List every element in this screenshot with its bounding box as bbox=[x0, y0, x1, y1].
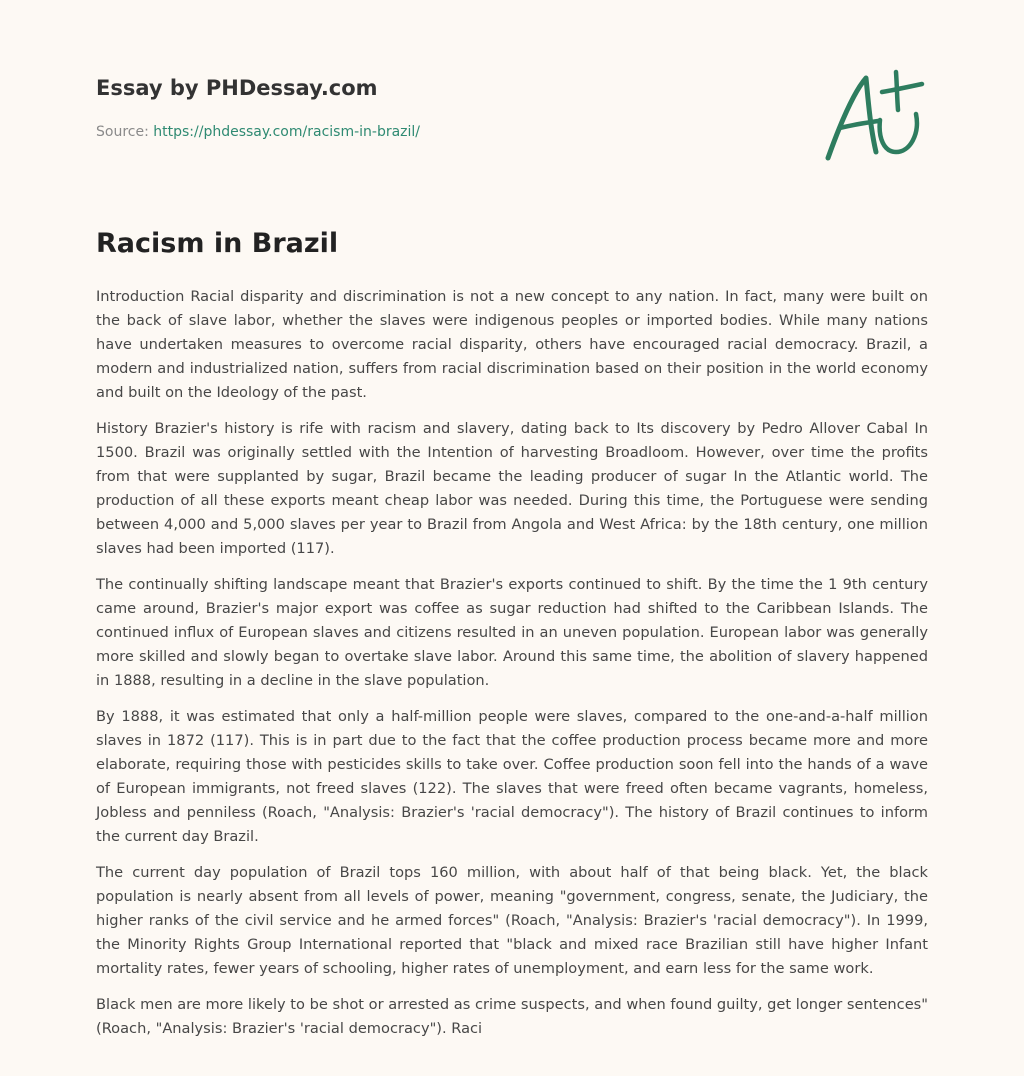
essay-body bbox=[96, 285, 928, 1053]
a-plus-logo-icon bbox=[822, 68, 928, 164]
essay-paragraph: By 1888, it was estimated that only a half-million people were slaves, compared to the one-and-a-half million slaves in 1872 (117). This is in part due to the fact that the coffee production process became more and more elaborate, requiring those with pesticides skills to take over. Coffee production soon fell into the hands of a wave of European immigrants, not freed slaves (122). The slaves that were freed often became vagrants, homeless, Jobless and penniless (Roach, "Analysis: Brazier's 'racial democracy"). The history of Brazil continues to inform the current day Brazil. bbox=[96, 708, 928, 845]
essay-paragraph: The current day population of Brazil tops 160 million, with about half of that being black. Yet, the black population is nearly absent from all levels of power, meaning "government, congress, senate, the Judiciary, the higher ranks of the civil service and he armed forces" (Roach, "Analysis: Brazier's 'racial democracy"). In 1999, the Minority Rights Group International reported that "black and mixed race Brazilian still have higher Infant mortality rates, fewer years of schooling, higher rates of unemployment, and earn less for the same work. bbox=[96, 864, 928, 977]
essay-paragraph: The continually shifting landscape meant that Brazier's exports continued to shift. By the time the 1 9th century came around, Brazier's major export was coffee as sugar reduction had shifted to the Caribbean Islands. The continued influx of European slaves and citizens resulted in an uneven population. European labor was generally more skilled and slowly began to overtake slave labor. Around this same time, the abolition of slavery happened in 1888, resulting in a decline in the slave population. bbox=[96, 576, 928, 689]
essay-paragraph: History Brazier's history is rife with racism and slavery, dating back to Its discovery by Pedro Allover Cabal In 1500. Brazil was originally settled with the Intention of harvesting Broadloom. However, over time the profits from that were supplanted by sugar, Brazil became the leading producer of sugar In the Atlantic world. The production of all these exports meant cheap labor was needed. During this time, the Portuguese were sending between 4,000 and 5,000 slaves per year to Brazil from Angola and West Africa: by the 18th century, one million slaves had been imported (117). bbox=[96, 420, 928, 557]
source-link[interactable]: https://phdessay.com/racism-in-brazil/ bbox=[153, 124, 421, 140]
essay-title: Racism in Brazil bbox=[96, 228, 339, 259]
site-title: Essay by PHDessay.com bbox=[96, 76, 378, 100]
source-line bbox=[96, 124, 420, 140]
essay-paragraph: Introduction Racial disparity and discrimination is not a new concept to any nation. In fact, many were built on the back of slave labor, whether the slaves were indigenous peoples or imported bodies. While many nations have undertaken measures to overcome racial disparity, others have encouraged racial democracy. Brazil, a modern and industrialized nation, suffers from racial discrimination based on their position in the world economy and built on the Ideology of the past. bbox=[96, 288, 928, 401]
source-label: Source: bbox=[96, 124, 149, 140]
essay-paragraph: Black men are more likely to be shot or arrested as crime suspects, and when found guilty, get longer sentences" (Roach, "Analysis: Brazier's 'racial democracy"). Raci bbox=[96, 996, 928, 1037]
